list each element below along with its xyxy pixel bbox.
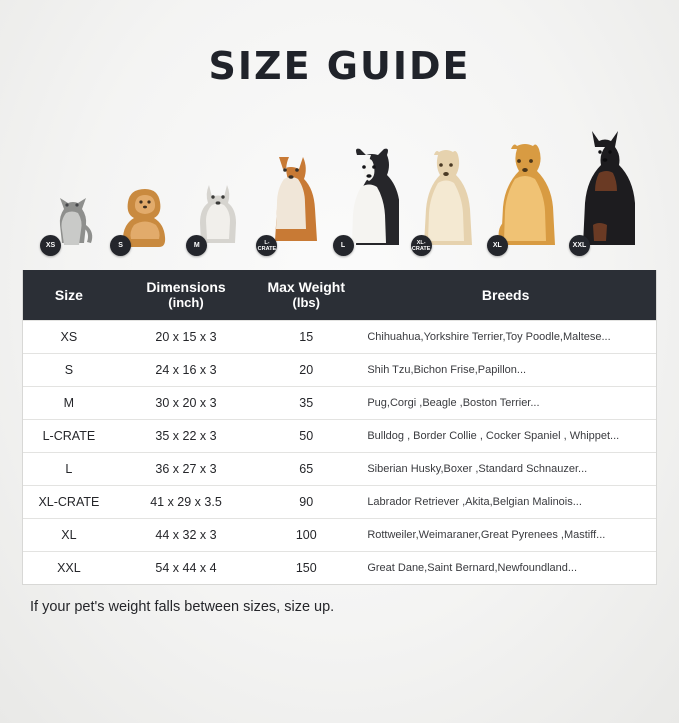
table-row [23,519,656,552]
animal-xxl [572,129,635,252]
size-table-wrapper [22,270,657,585]
table-row [23,387,656,420]
table-row [23,354,656,387]
cell-size: XL [23,519,115,552]
cell-weight: 65 [257,453,355,486]
header-size [23,270,115,321]
animal-size-row [22,112,657,252]
doberman-icon [575,129,635,252]
cell-breeds: Siberian Husky,Boxer ,Standard Schnauzer... [355,453,656,486]
cell-dimensions: 20 x 15 x 3 [115,321,257,354]
animal-xs [46,185,98,252]
size-guide-page [0,44,679,723]
animal-xl-crate [411,143,475,252]
table-body [23,321,656,585]
golden-retriever-icon [493,137,557,252]
header-breeds [355,270,656,321]
cell-breeds: Labrador Retriever ,Akita,Belgian Malinois... [355,486,656,519]
cell-weight: 20 [257,354,355,387]
cell-breeds: Pug,Corgi ,Beagle ,Boston Terrier... [355,387,656,420]
cell-dimensions: 41 x 29 x 3.5 [115,486,257,519]
cell-breeds: Shih Tzu,Bichon Frise,Papillon... [355,354,656,387]
cell-breeds: Great Dane,Saint Bernard,Newfoundland... [355,552,656,585]
page-title: SIZE GUIDE [208,44,471,88]
badge-xxl: XXL [569,235,590,256]
badge-xl-crate: XL-CRATE [411,235,432,256]
cell-breeds: Bulldog , Border Collie , Cocker Spaniel , Whippet... [355,420,656,453]
badge-l: L [333,235,354,256]
animal-s [116,181,174,252]
cell-dimensions: 24 x 16 x 3 [115,354,257,387]
table-header-row [23,270,656,321]
header-max-weight-label: Max Weight [267,279,346,295]
cell-weight: 35 [257,387,355,420]
table-row [23,552,656,585]
cell-size: S [23,354,115,387]
table-row [23,420,656,453]
table-row [23,453,656,486]
header-dimensions-label: Dimensions [146,279,226,295]
cell-weight: 100 [257,519,355,552]
cell-size: M [23,387,115,420]
cell-weight: 15 [257,321,355,354]
animal-l-crate [257,151,320,252]
header-dimensions [115,270,257,321]
badge-s: S [110,235,131,256]
cell-size: XL-CRATE [23,486,115,519]
header-max-weight-unit: (lbs) [292,295,320,310]
table-row [23,486,656,519]
badge-xs: XS [40,235,61,256]
cell-dimensions: 36 x 27 x 3 [115,453,257,486]
cell-dimensions: 54 x 44 x 4 [115,552,257,585]
animal-l [339,147,399,252]
cell-size: XS [23,321,115,354]
cell-dimensions: 35 x 22 x 3 [115,420,257,453]
cell-weight: 50 [257,420,355,453]
animal-m [192,175,244,252]
cell-dimensions: 30 x 20 x 3 [115,387,257,420]
cell-weight: 150 [257,552,355,585]
table-row [23,321,656,354]
cell-weight: 90 [257,486,355,519]
header-max-weight [257,270,355,321]
animal-xl [493,137,557,252]
header-size-label: Size [54,286,83,303]
footnote: If your pet's weight falls between sizes, size up. [30,599,335,615]
cell-breeds: Chihuahua,Yorkshire Terrier,Toy Poodle,Maltese... [355,321,656,354]
table-header [23,270,656,321]
cell-size: XXL [23,552,115,585]
header-breeds-label: Breeds [481,286,530,303]
badge-xl: XL [487,235,508,256]
badge-m: M [186,235,207,256]
cell-size: L [23,453,115,486]
size-table [23,270,656,584]
badge-l-crate: L-CRATE [256,235,277,256]
cell-breeds: Rottweiler,Weimaraner,Great Pyrenees ,Mastiff... [355,519,656,552]
cell-dimensions: 44 x 32 x 3 [115,519,257,552]
header-dimensions-unit: (inch) [168,295,204,310]
cell-size: L-CRATE [23,420,115,453]
